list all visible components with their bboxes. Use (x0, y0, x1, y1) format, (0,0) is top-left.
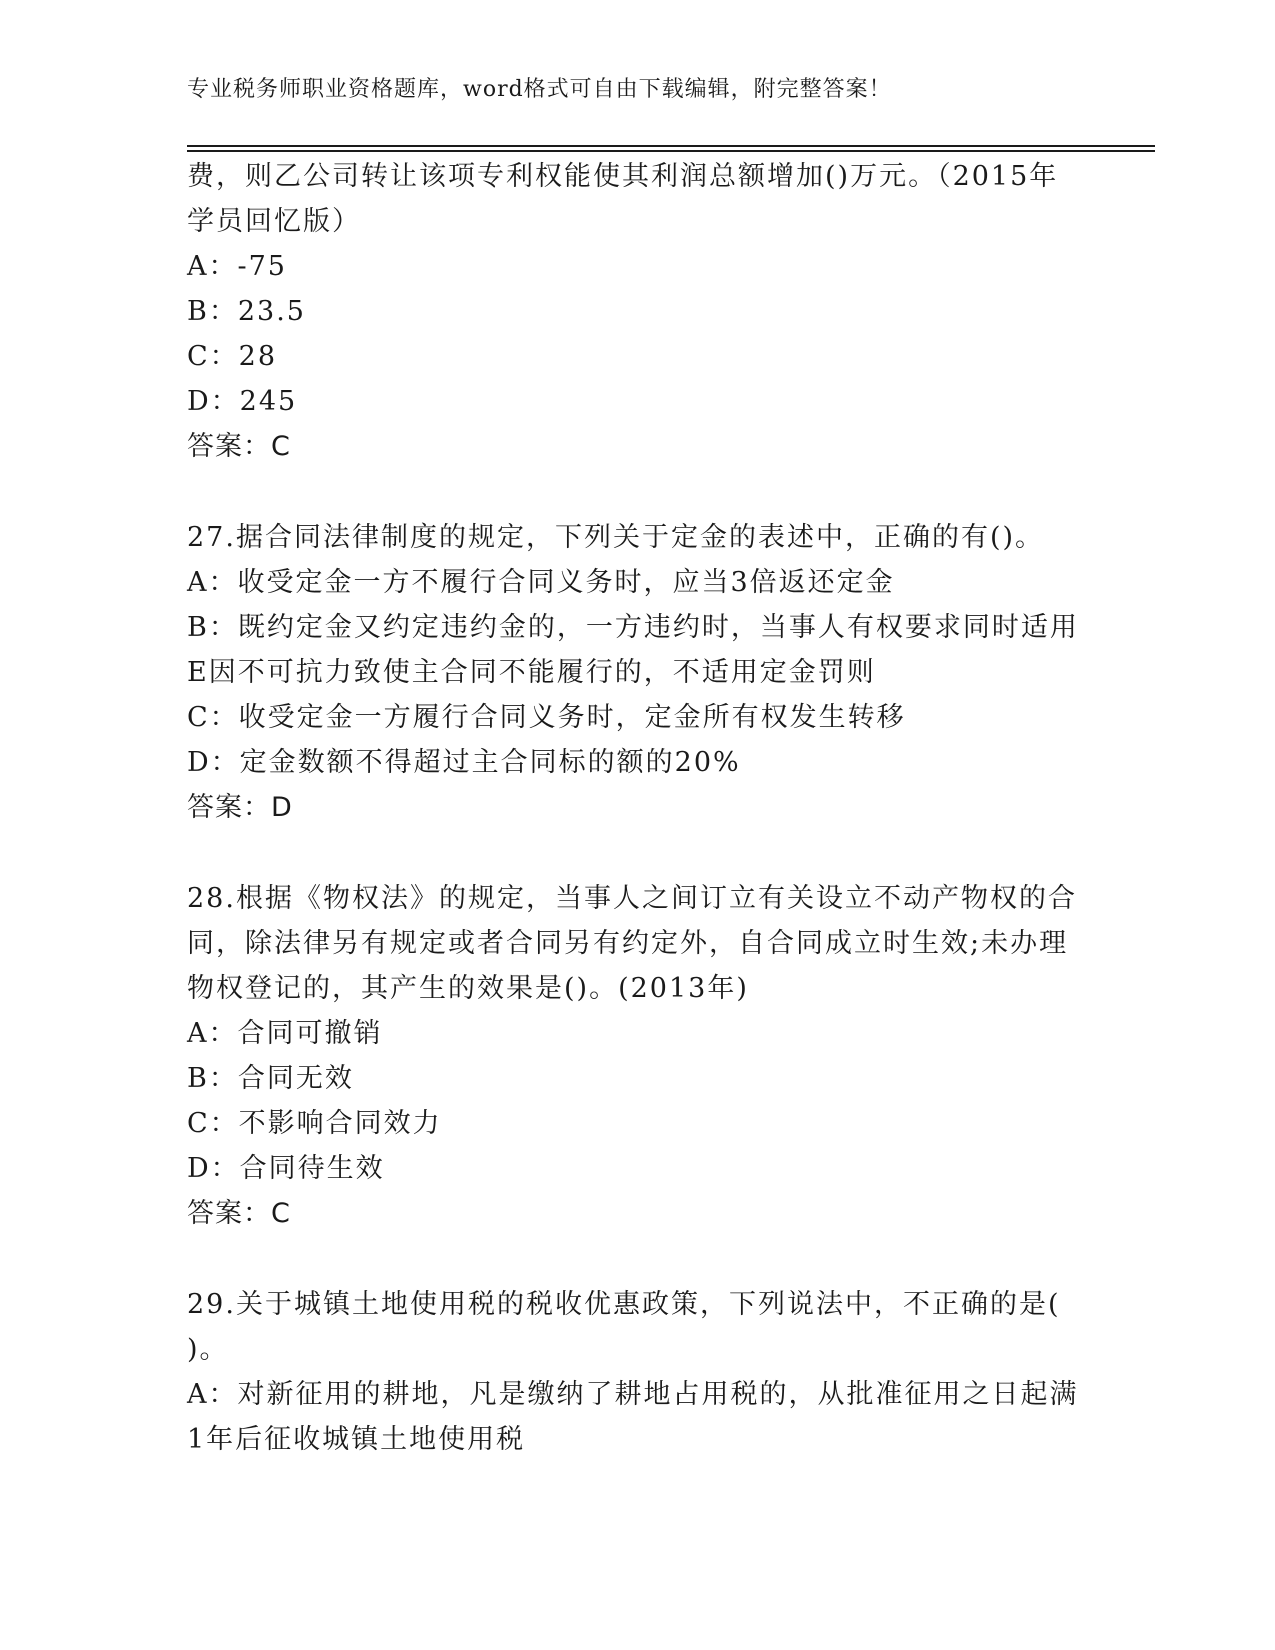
option-line: C：不影响合同效力 (187, 1108, 442, 1139)
option-line: B：23.5 (187, 296, 306, 327)
option-line: E因不可抗力致使主合同不能履行的，不适用定金罚则 (187, 657, 876, 688)
text-line: 物权登记的，其产生的效果是()。(2013年) (187, 973, 749, 1004)
option-line: A：对新征用的耕地，凡是缴纳了耕地占用税的，从批准征用之日起满 (187, 1379, 1079, 1410)
answer-line: 答案：D (187, 792, 293, 823)
option-line: D：245 (187, 386, 298, 417)
option-line: 1年后征收城镇土地使用税 (187, 1424, 526, 1455)
question-27: 27.据合同法律制度的规定，下列关于定金的表述中，正确的有()。 (187, 522, 1045, 553)
question-28: 28.根据《物权法》的规定，当事人之间订立有关设立不动产物权的合 (187, 883, 1077, 914)
option-line: D：定金数额不得超过主合同标的额的20% (187, 747, 741, 778)
text-line: 同，除法律另有规定或者合同另有约定外，自合同成立时生效;未办理 (187, 928, 1069, 959)
option-line: C：28 (187, 341, 278, 372)
header-rule-bottom (187, 150, 1155, 152)
answer-line: 答案：C (187, 1198, 291, 1229)
option-line: A：合同可撤销 (187, 1018, 383, 1049)
text-line: )。 (187, 1334, 229, 1365)
option-line: D：合同待生效 (187, 1153, 385, 1184)
text-line: 学员回忆版） (187, 206, 361, 237)
text-line: 费，则乙公司转让该项专利权能使其利润总额增加()万元。（2015年 (187, 161, 1059, 192)
header-rule-top (187, 145, 1155, 147)
option-line: A：-75 (187, 251, 287, 282)
option-line: C：收受定金一方履行合同义务时，定金所有权发生转移 (187, 702, 906, 733)
question-29: 29.关于城镇土地使用税的税收优惠政策，下列说法中，不正确的是( (187, 1289, 1061, 1320)
page-header: 专业税务师职业资格题库，word格式可自由下载编辑，附完整答案！ (187, 77, 892, 102)
option-line: B：既约定金又约定违约金的，一方违约时，当事人有权要求同时适用 (187, 612, 1079, 643)
answer-line: 答案：C (187, 431, 291, 462)
option-line: A：收受定金一方不履行合同义务时，应当3倍返还定金 (187, 567, 895, 598)
option-line: B：合同无效 (187, 1063, 354, 1094)
